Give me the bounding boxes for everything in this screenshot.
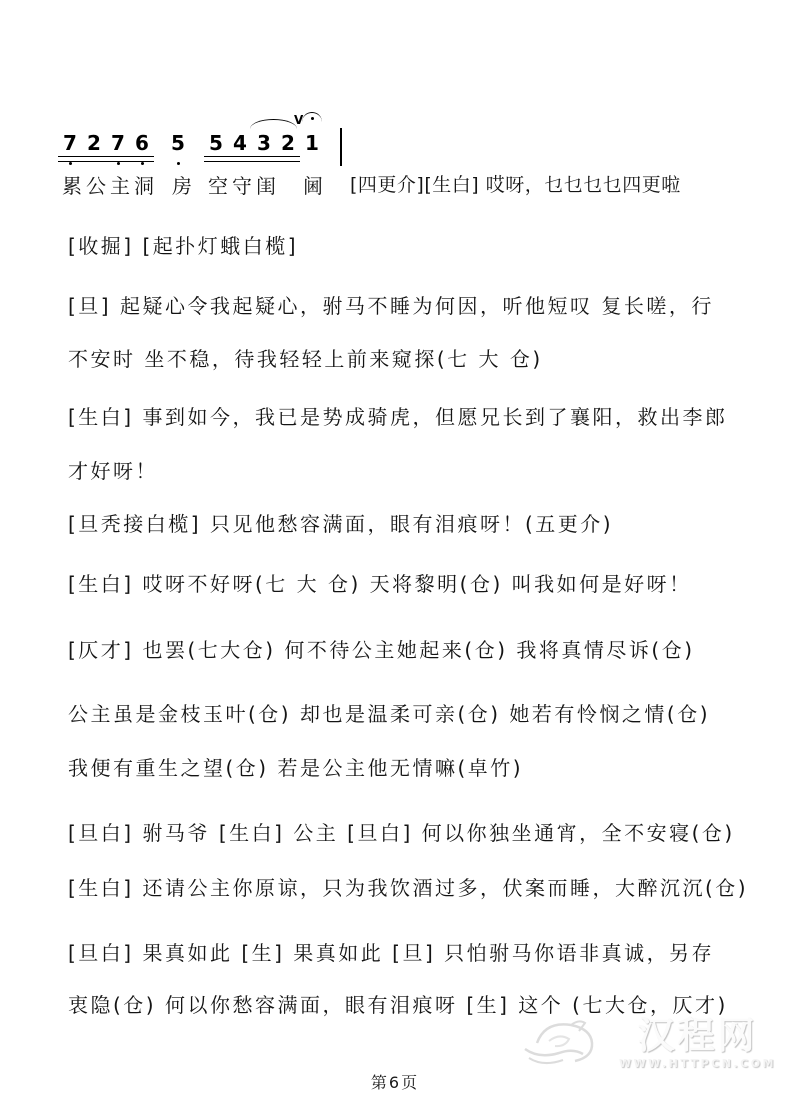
script-line: [旦白] 果真如此 [生] 果真如此 [旦] 只怕驸马你语非真诚，另存 xyxy=(68,941,715,965)
note: 4 xyxy=(233,131,247,155)
page-number: 第6页 xyxy=(370,1073,420,1092)
note: 7 xyxy=(106,131,130,155)
note: 3 xyxy=(257,131,271,155)
script-line: [生白] 事到如今，我已是势成骑虎，但愿兄长到了襄阳，救出李郎 xyxy=(68,405,728,429)
script-line: [仄才] 也罢(七大仓) 何不待公主她起来(仓) 我将真情尽诉(仓) xyxy=(68,638,695,662)
note: 1 xyxy=(305,131,319,155)
script-line: [生白] 哎呀不好呀(七 大 仓) 天将黎明(仓) 叫我如何是好呀！ xyxy=(68,572,692,596)
script-line: [生白] 还请公主你原谅，只为我饮酒过多，伏案而睡，大醉沉沉(仓) xyxy=(68,876,749,900)
watermark-url: WWW.HTTPCN.COM xyxy=(618,1056,776,1070)
note: 2 xyxy=(87,131,101,155)
note: 5 xyxy=(166,131,190,155)
note: 6 xyxy=(130,131,154,155)
note: 5 xyxy=(209,131,223,155)
lyric-segment: 阃 xyxy=(303,174,323,198)
script-line: 才好呀！ xyxy=(68,459,158,483)
lyric-segment: 房 xyxy=(172,174,192,198)
note: 7 xyxy=(58,131,82,155)
script-line: [旦白] 驸马爷 [生白] 公主 [旦白] 何以你独坐通宵，全不安寝(仓) xyxy=(68,821,735,845)
note: 2 xyxy=(281,131,295,155)
script-line: 我便有重生之望(仓) 若是公主他无情嘛(卓竹) xyxy=(68,756,524,780)
lyric-segment: 空守闺 xyxy=(208,174,280,198)
script-line: 不安时 坐不稳，待我轻轻上前来窥探(七 大 仓) xyxy=(68,347,543,371)
breath-mark: V xyxy=(294,113,304,127)
stage-direction-text: [四更介][生白] 哎呀，乜乜乜乜四更啦 xyxy=(350,174,681,196)
script-line: 公主虽是金枝玉叶(仓) 却也是温柔可亲(仓) 她若有怜悯之情(仓) xyxy=(68,702,711,726)
script-line: [旦秃接白榄] 只见他愁容满面，眼有泪痕呀！(五更介) xyxy=(68,512,614,536)
script-line: [旦] 起疑心令我起疑心，驸马不睡为何因，听他短叹 复长嗟，行 xyxy=(68,294,714,318)
script-line: 衷隐(仓) 何以你愁容满面，眼有泪痕呀 [生] 这个 (七大仓，仄才) xyxy=(68,993,728,1017)
lyric-segment: 累公主洞 xyxy=(62,174,158,198)
script-line: [收掘] [起扑灯蛾白榄] xyxy=(68,234,299,258)
watermark-brand: 汉程网 xyxy=(637,1013,758,1057)
